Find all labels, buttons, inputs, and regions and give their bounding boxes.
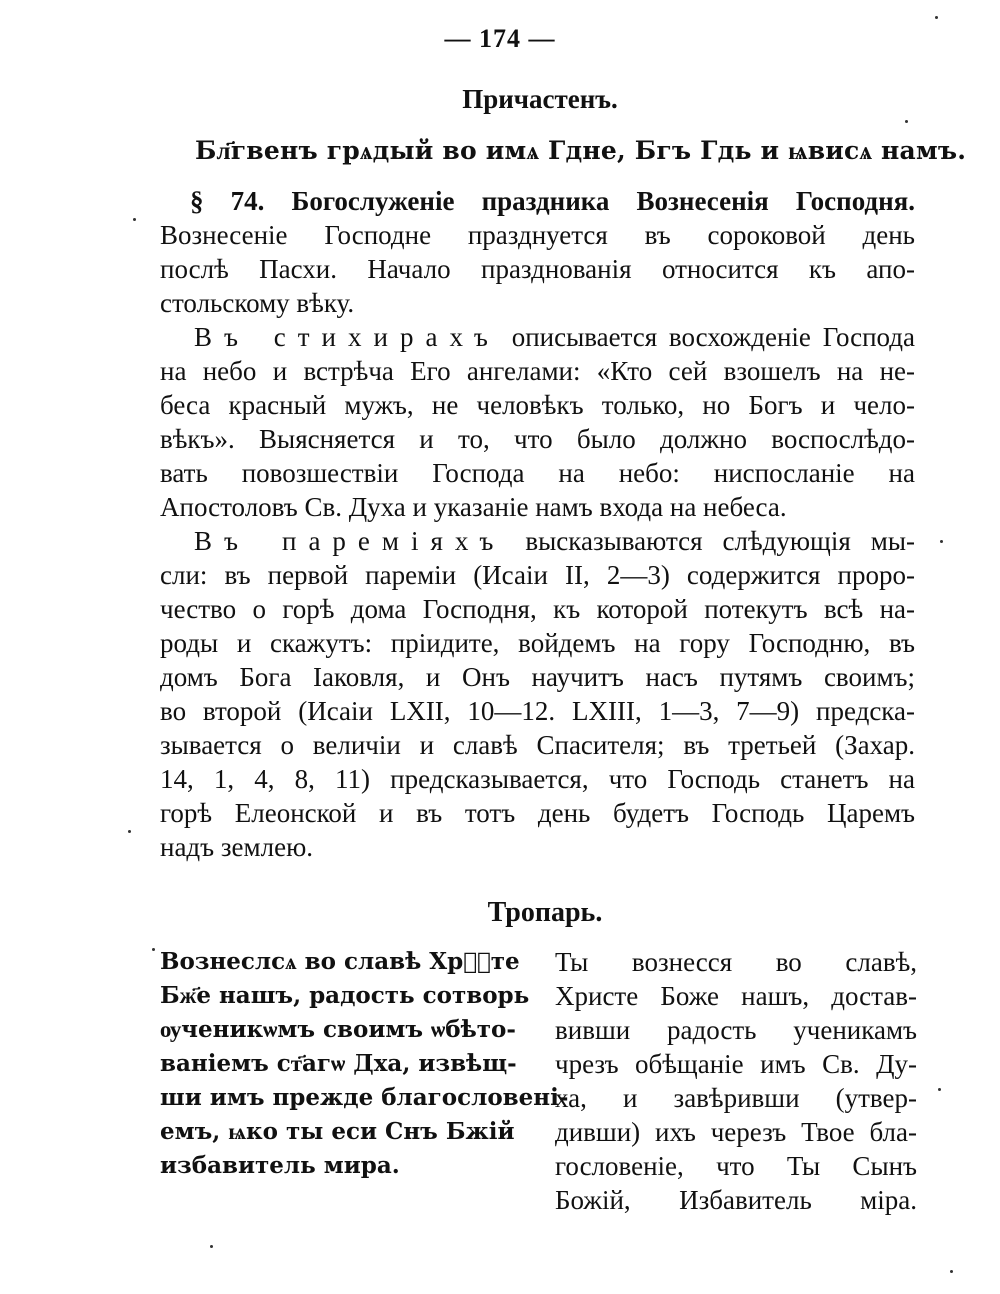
section-line: беса красный мужъ, не человѣкъ только, но Богъ и чело- (160, 390, 915, 420)
slavonic-line: емъ, ѩко ты еси Снъ Бжій (160, 1118, 515, 1145)
section-line: вѣкъ». Выясняется и то, что было должно воспослѣдо- (160, 424, 915, 454)
scan-speck (152, 948, 155, 951)
paremii-spaced-term: Въ пареміяхъ (194, 526, 506, 556)
russian-line: ха, и завѣривши (утвер- (555, 1083, 917, 1113)
section-title: § 74. Богослуженіе праздника Вознесенія Господня. (190, 186, 915, 216)
scan-speck (210, 1245, 213, 1248)
scan-speck (935, 16, 938, 19)
section-line: 14, 1, 4, 8, 11) предсказывается, что Господь станетъ на (160, 764, 915, 794)
page-number: — 174 — (444, 24, 556, 53)
section-line: послѣ Пасхи. Начало празднованія относится къ апо- (160, 254, 915, 284)
scan-speck (940, 540, 943, 543)
section-line: на небо и встрѣча Его ангелами: «Кто сей взошелъ на не- (160, 356, 915, 386)
section-line: вать повозшествіи Господа на небо: ниспосланіе на (160, 458, 915, 488)
stichera-spaced-term: Въ стихирахъ (194, 322, 500, 352)
slavonic-line: ваніемъ ст҃агѡ Дха, извѣщ- (160, 1050, 517, 1077)
section-line: Вознесеніе Господне празднуется въ сороковой день (160, 220, 915, 250)
scan-speck (905, 120, 908, 123)
section-line: стольскому вѣку. (160, 288, 355, 318)
scan-speck (133, 218, 136, 221)
scan-speck (938, 1088, 941, 1091)
section-line: во второй (Исаіи LXII, 10—12. LXIII, 1—3, 7—9) предска- (160, 696, 915, 726)
slavonic-line: избавитель мира. (160, 1152, 400, 1179)
heading-prichasten: Причастенъ. (462, 84, 618, 114)
paragraph-paremii-first-line (160, 524, 915, 558)
russian-line: Божій, Избавитель міра. (555, 1185, 917, 1215)
section-line: описывается восхожденіе Господа (511, 322, 915, 352)
russian-line: Ты вознесся во славѣ, (555, 947, 917, 977)
scan-speck (128, 830, 131, 833)
section-line: высказываются слѣдующія мы- (525, 526, 915, 556)
heading-tropar: Тропарь. (487, 897, 603, 928)
prichasten-slavonic-text: Бл҃гвенъ грѧдый во имѧ Гдне, Бгъ Гдь и ѩвисѧ намъ. (195, 136, 967, 165)
section-line: зывается о величіи и славѣ Спасителя; въ третьей (Захар. (160, 730, 915, 760)
tropar-russian-column (555, 945, 917, 1217)
paragraph-stichera-first-line (160, 320, 915, 354)
section-line: сли: въ первой пареміи (Исаіи II, 2—3) содержится проро- (160, 560, 915, 590)
tropar-slavonic-column (160, 945, 569, 1183)
russian-line: чрезъ обѣщаніе имъ Св. Ду- (555, 1049, 917, 1079)
section-line: горѣ Елеонской и въ тотъ день будетъ Господь Царемъ (160, 798, 915, 828)
slavonic-line: ши имъ прежде благословені- (160, 1084, 569, 1111)
russian-line: Христе Боже нашъ, достав- (555, 981, 917, 1011)
section-line: надъ землею. (160, 832, 313, 862)
section-line: роды и скажутъ: пріидите, войдемъ на гору Господню, въ (160, 628, 915, 658)
russian-line: дивши) ихъ черезъ Твое бла- (555, 1117, 917, 1147)
slavonic-line: Вознеслсѧ во славѣ Хрⷭ҇те (160, 948, 520, 975)
scan-speck (950, 1270, 953, 1273)
section-74 (160, 184, 915, 864)
russian-line: вивши радость ученикамъ (555, 1015, 917, 1045)
section-line: Апостоловъ Св. Духа и указаніе намъ входа на небеса. (160, 492, 787, 522)
slavonic-line: Бж҃е нашъ, радость сотворь (160, 982, 530, 1009)
slavonic-line: ѹченикѡмъ своимъ ѡбѣто- (160, 1016, 516, 1043)
russian-line: гословеніе, что Ты Сынъ (555, 1151, 917, 1181)
section-line: домъ Бога Іаковля, и Онъ научитъ насъ путямъ своимъ; (160, 662, 915, 692)
section-line: чество о горѣ дома Господня, къ которой потекутъ всѣ на- (160, 594, 915, 624)
